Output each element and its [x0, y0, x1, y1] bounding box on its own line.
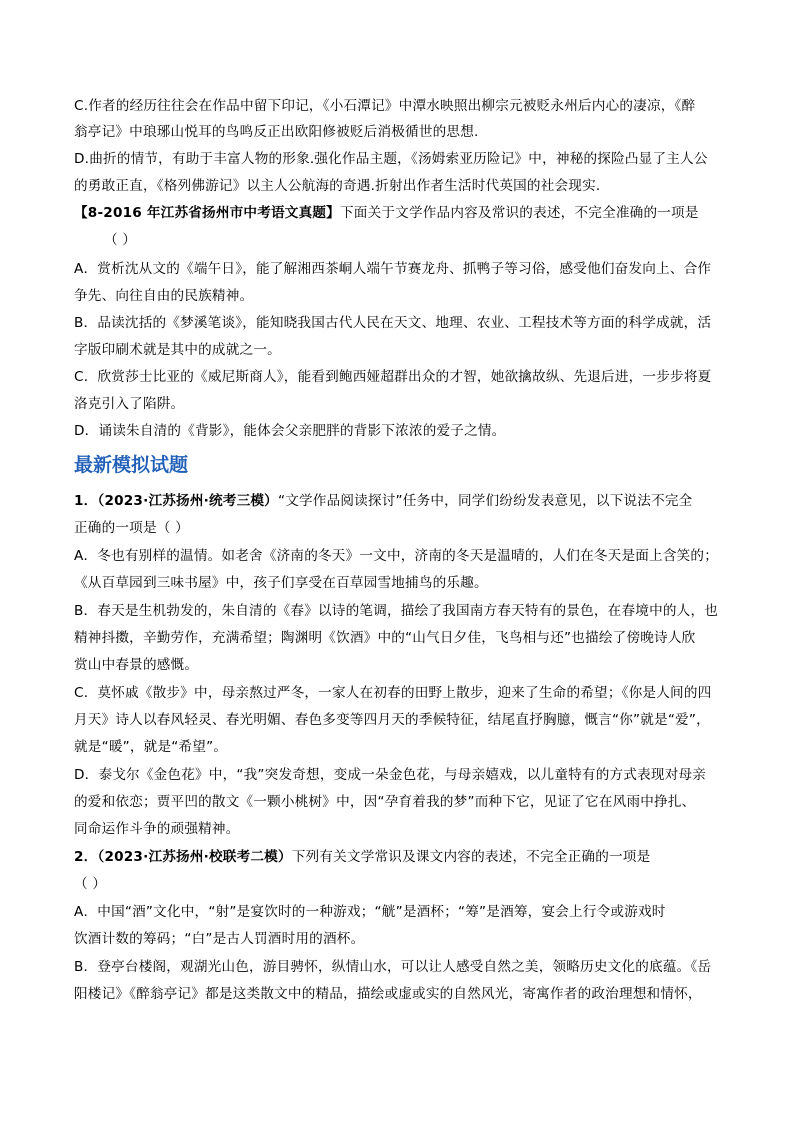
question-1-option-c-line-1: C．莫怀戚《散步》中，母亲熬过严冬，一家人在初春的田野上散步，迎来了生命的希望；《你是人间的四 [74, 685, 712, 701]
question-8-option-b-line-1: B．品读沈括的《梦溪笔谈》，能知晓我国古代人民在天文、地理、农业、工程技术等方面的科学成就，活 [74, 315, 712, 331]
question-2-stem [74, 847, 724, 867]
question-1-option-c-line-2: 月天》诗人以春风轻灵、春光明媚、春色多变等四月天的季候特征，结尾直抒胸臆，慨言“你”就是“爱”， [74, 712, 710, 728]
question-1-option-d-line-2: 的爱和依恋；贾平凹的散文《一颗小桃树》中，因“孕育着我的梦”而种下它，见证了它在风雨中挣扎、 [74, 794, 696, 810]
question-2-source: （2023·江苏扬州·校联考二模） [97, 849, 292, 865]
question-1-option-d-line-1: D．泰戈尔《金色花》中，“我”突发奇想，变成一朵金色花，与母亲嬉戏，以儿童特有的方式表现对母亲 [74, 767, 707, 783]
question-1-source: （2023·江苏扬州·统考三模） [97, 493, 278, 509]
option-c-line-2: 翁亭记》中琅琊山悦耳的鸟鸣反正出欧阳修被贬后消极循世的思想. [74, 124, 479, 140]
question-1-option-b-line-1: B．春天是生机勃发的，朱自清的《春》以诗的笔调，描绘了我国南方春天特有的景色，在春境中的人，也 [74, 603, 719, 619]
option-d-line-1: D.曲折的情节，有助于丰富人物的形象.强化作品主题，《汤姆索亚历险记》中，神秘的探险凸显了主人公 [74, 151, 708, 167]
question-1-option-b-line-3: 赏山中春景的感慨。 [74, 657, 199, 673]
question-1-option-c-line-3: 就是“暖”，就是“希望”。 [74, 739, 228, 755]
question-2-option-b-line-1: B．登亭台楼阁，观湖光山色，游目骋怀，纵情山水，可以让人感受自然之美，领略历史文化的底蕴。《岳 [74, 959, 712, 975]
question-1-number: 1． [74, 493, 98, 509]
question-8-source: 【8-2016 年江苏省扬州市中考语文真题】 [74, 205, 340, 221]
question-1-option-a-line-1: A．冬也有别样的温情。如老舍《济南的冬天》一文中，济南的冬天是温晴的，人们在冬天是面上含笑的； [74, 548, 719, 564]
question-8-option-d-line-1: D．诵读朱自清的《背影》，能体会父亲肥胖的背影下浓浓的爱子之情。 [74, 423, 506, 439]
question-8-answer-blank: （ ） [104, 232, 137, 248]
question-1-option-d-line-3: 同命运作斗争的顽强精神。 [74, 821, 240, 837]
question-1-stem-line-2: 正确的一项是（ ） [74, 520, 189, 536]
question-8-option-a-line-1: A．赏析沈从文的《端午日》，能了解湘西茶峒人端午节赛龙舟、抓鸭子等习俗，感受他们奋发向上、合作 [74, 261, 712, 277]
question-1-stem [74, 491, 724, 511]
question-8-stem [74, 203, 724, 223]
question-8-option-b-line-2: 字版印刷术就是其中的成就之一。 [74, 342, 281, 358]
question-8-option-a-line-2: 争先、向往自由的民族精神。 [74, 288, 254, 304]
question-1-option-a-line-2: 《从百草园到三味书屋》中，孩子们享受在百草园雪地捕鸟的乐趣。 [74, 575, 488, 591]
question-2-option-b-line-2: 阳楼记》《醉翁亭记》都是这类散文中的精品，描绘或虚或实的自然风光，寄寓作者的政治理想和情怀， [74, 986, 702, 1002]
section-heading: 最新模拟试题 [74, 454, 189, 476]
option-d-line-2: 的勇敢正直，《格列佛游记》以主人公航海的奇遇.折射出作者生活时代英国的社会现实. [74, 178, 601, 194]
question-8-text: 下面关于文学作品内容及常识的表述，不完全准确的一项是 [339, 205, 699, 221]
option-c-line-1: C.作者的经历往往会在作品中留下印记，《小石潭记》中潭水映照出柳宗元被贬永州后内心的凄凉，《醉 [74, 98, 696, 114]
question-2-stem-line-2: （ ） [74, 876, 107, 892]
question-1-option-b-line-2: 精神抖擞，辛勤劳作，充满希望；陶渊明《饮酒》中的“山气日夕佳，飞鸟相与还”也描绘了傍晚诗人欣 [74, 630, 696, 646]
question-2-option-a-line-2: 饮酒计数的筹码；“白”是古人罚酒时用的酒杯。 [74, 931, 365, 947]
question-1-text: “文学作品阅读探讨”任务中，同学们纷纷发表意见，以下说法不完全 [277, 493, 693, 509]
question-8-option-c-line-1: C．欣赏莎士比亚的《威尼斯商人》，能看到鲍西娅超群出众的才智，她欲擒故纵、先退后进，一步步将夏 [74, 369, 712, 385]
question-2-option-a-line-1: A．中国“酒”文化中，“射”是宴饮时的一种游戏；“觥”是酒杯；“筹”是酒筹，宴会上行令或游戏时 [74, 904, 666, 920]
question-2-text: 下列有关文学常识及课文内容的表述，不完全正确的一项是 [291, 849, 651, 865]
question-8-option-c-line-2: 洛克引入了陷阱。 [74, 396, 185, 412]
question-2-number: 2． [74, 849, 98, 865]
